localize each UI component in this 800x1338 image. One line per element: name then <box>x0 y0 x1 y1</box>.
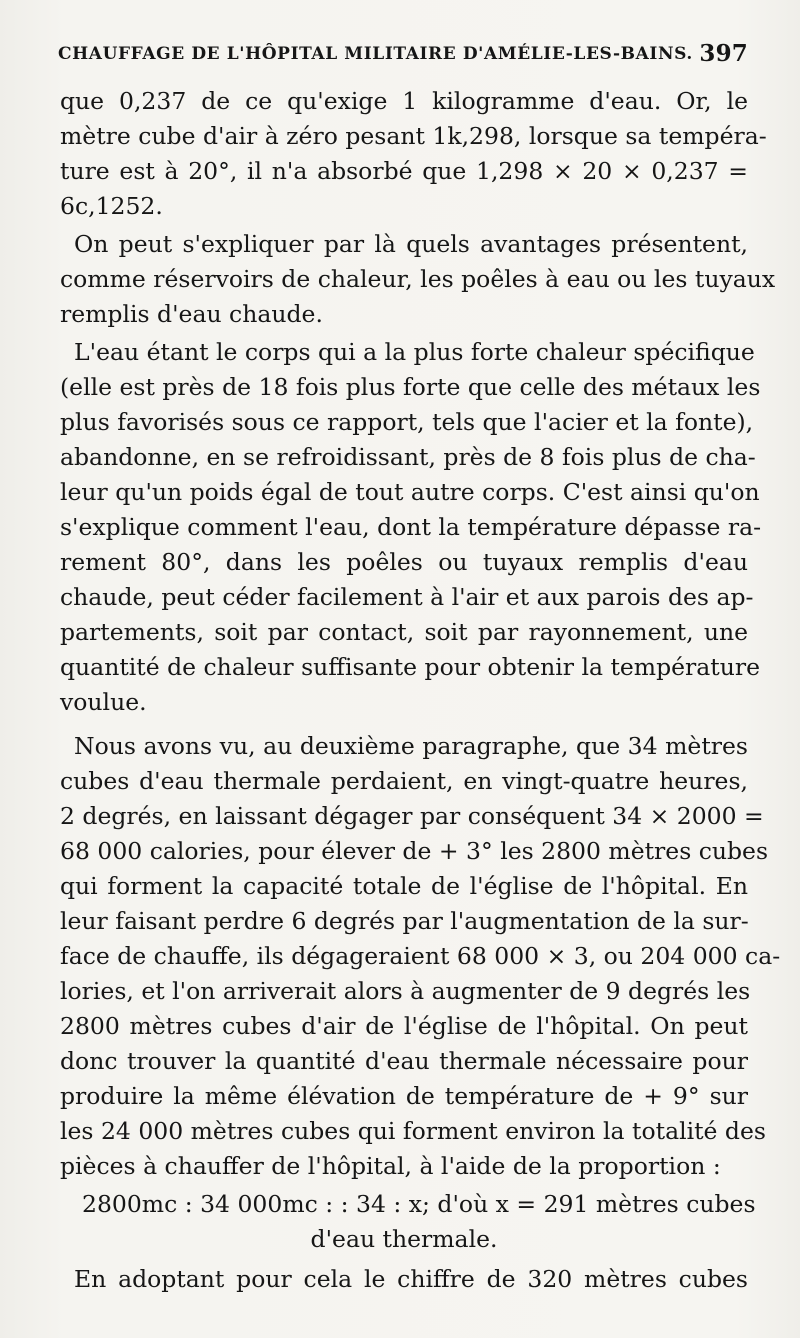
text-line: L'eau étant le corps qui a la plus forte chaleur spécifique <box>74 338 755 366</box>
text-line: lories, et l'on arriverait alors à augmenter de 9 degrés les <box>60 977 751 1005</box>
text-line: donc trouver la quantité d'eau thermale nécessaire pour <box>60 1047 748 1075</box>
text-line: s'explique comment l'eau, dont la température dépasse ra- <box>60 513 762 541</box>
text-line: produire la même élévation de température de + 9° sur <box>60 1082 748 1110</box>
text-line: quantité de chaleur suffisante pour obtenir la température <box>60 653 760 681</box>
text-line: chaude, peut céder facilement à l'air et aux parois des ap- <box>60 583 754 611</box>
text-line: 2800 mètres cubes d'air de l'église de l'hôpital. On peut <box>60 1012 748 1040</box>
text-line: voulue. <box>60 688 147 716</box>
text-line: 2 degrés, en laissant dégager par conséquent 34 × 2000 = <box>60 802 764 830</box>
text-line: mètre cube d'air à zéro pesant 1k,298, lorsque sa tempéra- <box>60 122 767 150</box>
text-line: que 0,237 de ce qu'exige 1 kilogramme d'eau. Or, le <box>60 87 748 115</box>
proportion-formula: 2800mc : 34 000mc : : 34 : x; d'où x = 291 mètres cubes <box>82 1190 756 1218</box>
text-line: les 24 000 mètres cubes qui forment environ la totalité des <box>60 1117 766 1145</box>
text-line: partements, soit par contact, soit par rayonnement, une <box>60 618 748 646</box>
text-line: cubes d'eau thermale perdaient, en vingt-quatre heures, <box>60 767 748 795</box>
text-line: ture est à 20°, il n'a absorbé que 1,298 × 20 × 0,237 = <box>60 157 748 185</box>
text-line: (elle est près de 18 fois plus forte que celle des métaux les <box>60 373 761 401</box>
text-line: En adoptant pour cela le chiffre de 320 mètres cubes <box>74 1265 748 1293</box>
text-line: abandonne, en se refroidissant, près de 8 fois plus de cha- <box>60 443 756 471</box>
text-line: plus favorisés sous ce rapport, tels que l'acier et la fonte), <box>60 408 754 436</box>
text-line: 68 000 calories, pour élever de + 3° les 2800 mètres cubes <box>60 837 769 865</box>
text-line: qui forment la capacité totale de l'église de l'hôpital. En <box>60 872 748 900</box>
text-line: rement 80°, dans les poêles ou tuyaux remplis d'eau <box>60 548 748 576</box>
text-line: 6c,1252. <box>60 192 163 220</box>
text-line: leur qu'un poids égal de tout autre corps. C'est ainsi qu'on <box>60 478 760 506</box>
text-line: face de chauffe, ils dégageraient 68 000 × 3, ou 204 000 ca- <box>60 942 781 970</box>
text-line: d'eau thermale. <box>310 1225 498 1253</box>
page-number: 397 <box>699 40 748 67</box>
text-line: pièces à chauffer de l'hôpital, à l'aide de la proportion : <box>60 1152 721 1180</box>
running-header <box>58 40 748 78</box>
text-line: Nous avons vu, au deuxième paragraphe, que 34 mètres <box>74 732 748 760</box>
text-line: leur faisant perdre 6 degrés par l'augmentation de la sur- <box>60 907 749 935</box>
text-line: On peut s'expliquer par là quels avantages présentent, <box>74 230 748 258</box>
running-title: CHAUFFAGE DE L'HÔPITAL MILITAIRE D'AMÉLIE-LES-BAINS. <box>58 44 693 64</box>
text-line: remplis d'eau chaude. <box>60 300 323 328</box>
text-line: comme réservoirs de chaleur, les poêles à eau ou les tuyaux <box>60 265 776 293</box>
